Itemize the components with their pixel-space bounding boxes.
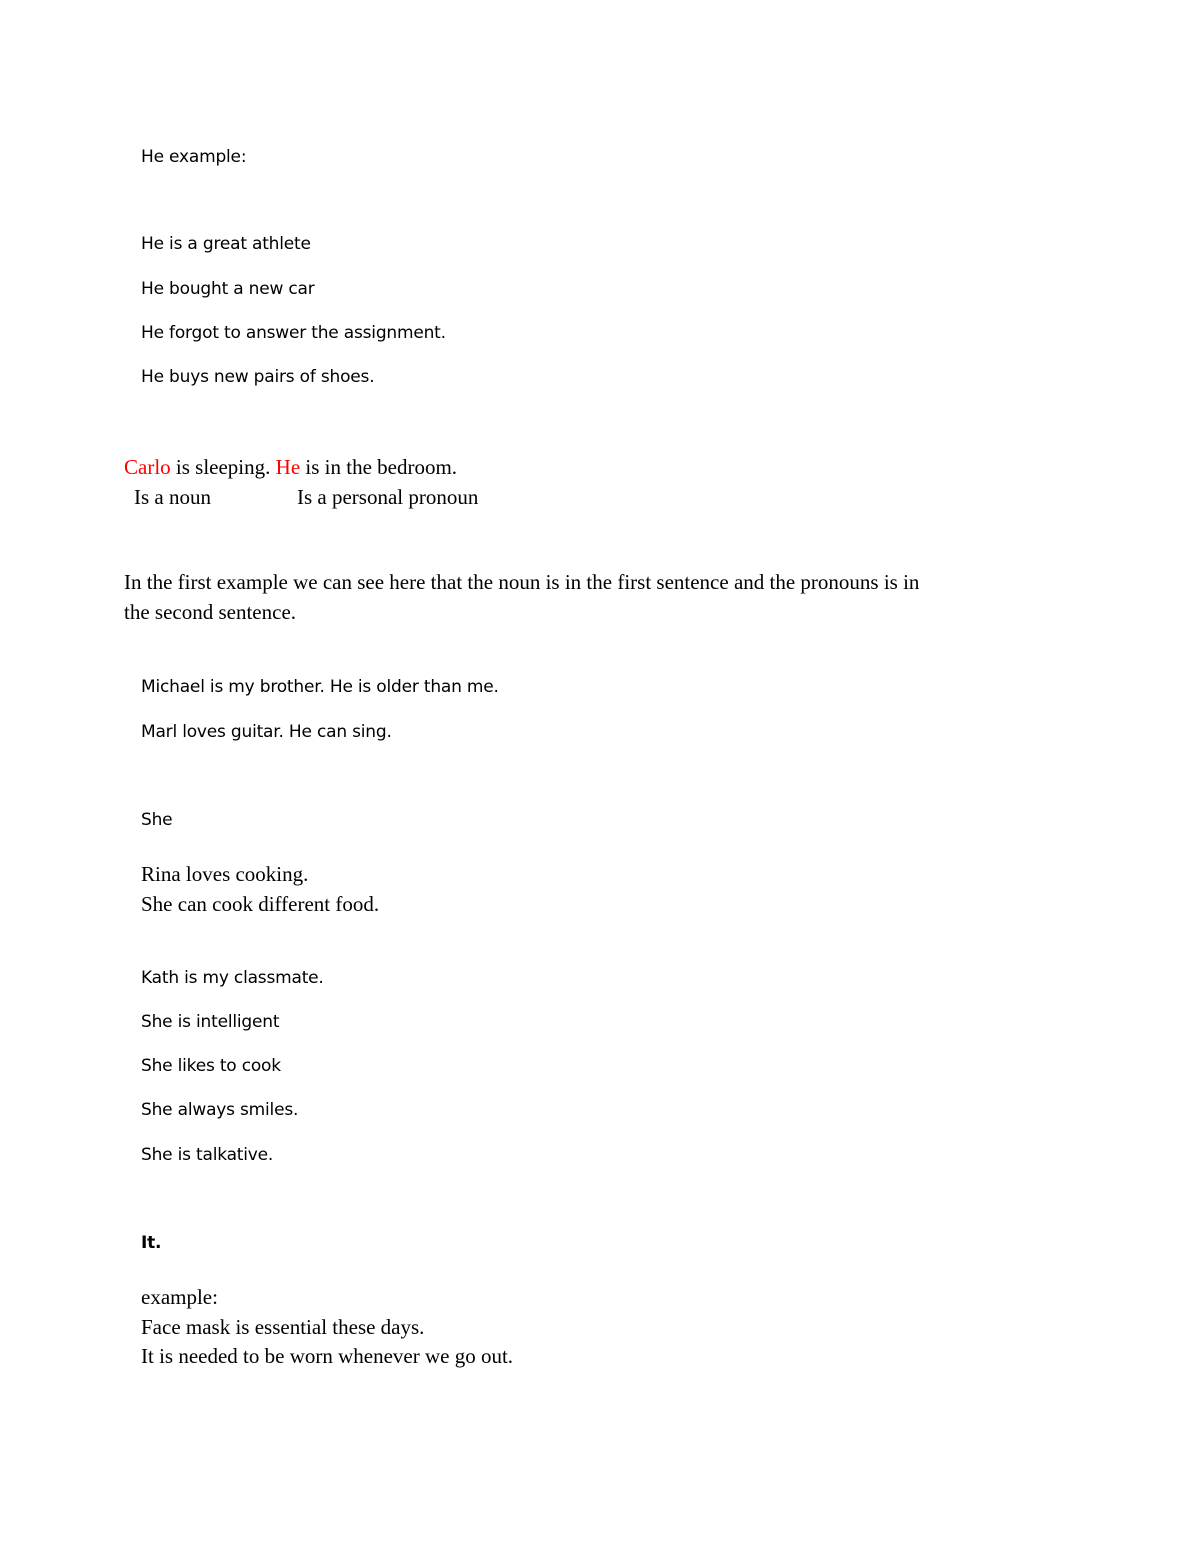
it-example-line-1: Face mask is essential these days. (141, 1315, 425, 1339)
it-example-label: example: (141, 1285, 218, 1309)
explanation-line-1: In the first example we can see here that the noun is in the first sentence and the pronouns is in (124, 570, 920, 594)
rina-line-2: She can cook different food. (141, 892, 380, 916)
carlo-pronoun: He (275, 455, 301, 479)
he-example-1: He is a great athlete (141, 234, 311, 254)
carlo-sentence (124, 453, 457, 482)
he-example-4: He buys new pairs of shoes. (141, 367, 375, 387)
noun-label: Is a noun (134, 485, 211, 509)
kath-example-2: She is intelligent (141, 1012, 280, 1032)
marl-example: Marl loves guitar. He can sing. (141, 722, 392, 742)
she-heading: She (141, 810, 173, 830)
rina-line-1: Rina loves cooking. (141, 862, 309, 886)
kath-example-5: She is talkative. (141, 1145, 274, 1165)
explanation-line-2: the second sentence. (124, 600, 297, 624)
carlo-middle: is sleeping. (170, 455, 276, 479)
michael-example: Michael is my brother. He is older than me. (141, 677, 499, 697)
kath-example-4: She always smiles. (141, 1100, 299, 1120)
pronoun-label: Is a personal pronoun (297, 485, 479, 509)
he-heading: He example: (141, 147, 247, 167)
he-example-2: He bought a new car (141, 279, 315, 299)
it-heading: It. (141, 1233, 162, 1253)
carlo-noun: Carlo (124, 455, 171, 479)
he-example-3: He forgot to answer the assignment. (141, 323, 446, 343)
kath-example-3: She likes to cook (141, 1056, 281, 1076)
kath-example-1: Kath is my classmate. (141, 968, 324, 988)
carlo-end: is in the bedroom. (300, 455, 458, 479)
it-example-line-2: It is needed to be worn whenever we go out. (141, 1344, 514, 1368)
